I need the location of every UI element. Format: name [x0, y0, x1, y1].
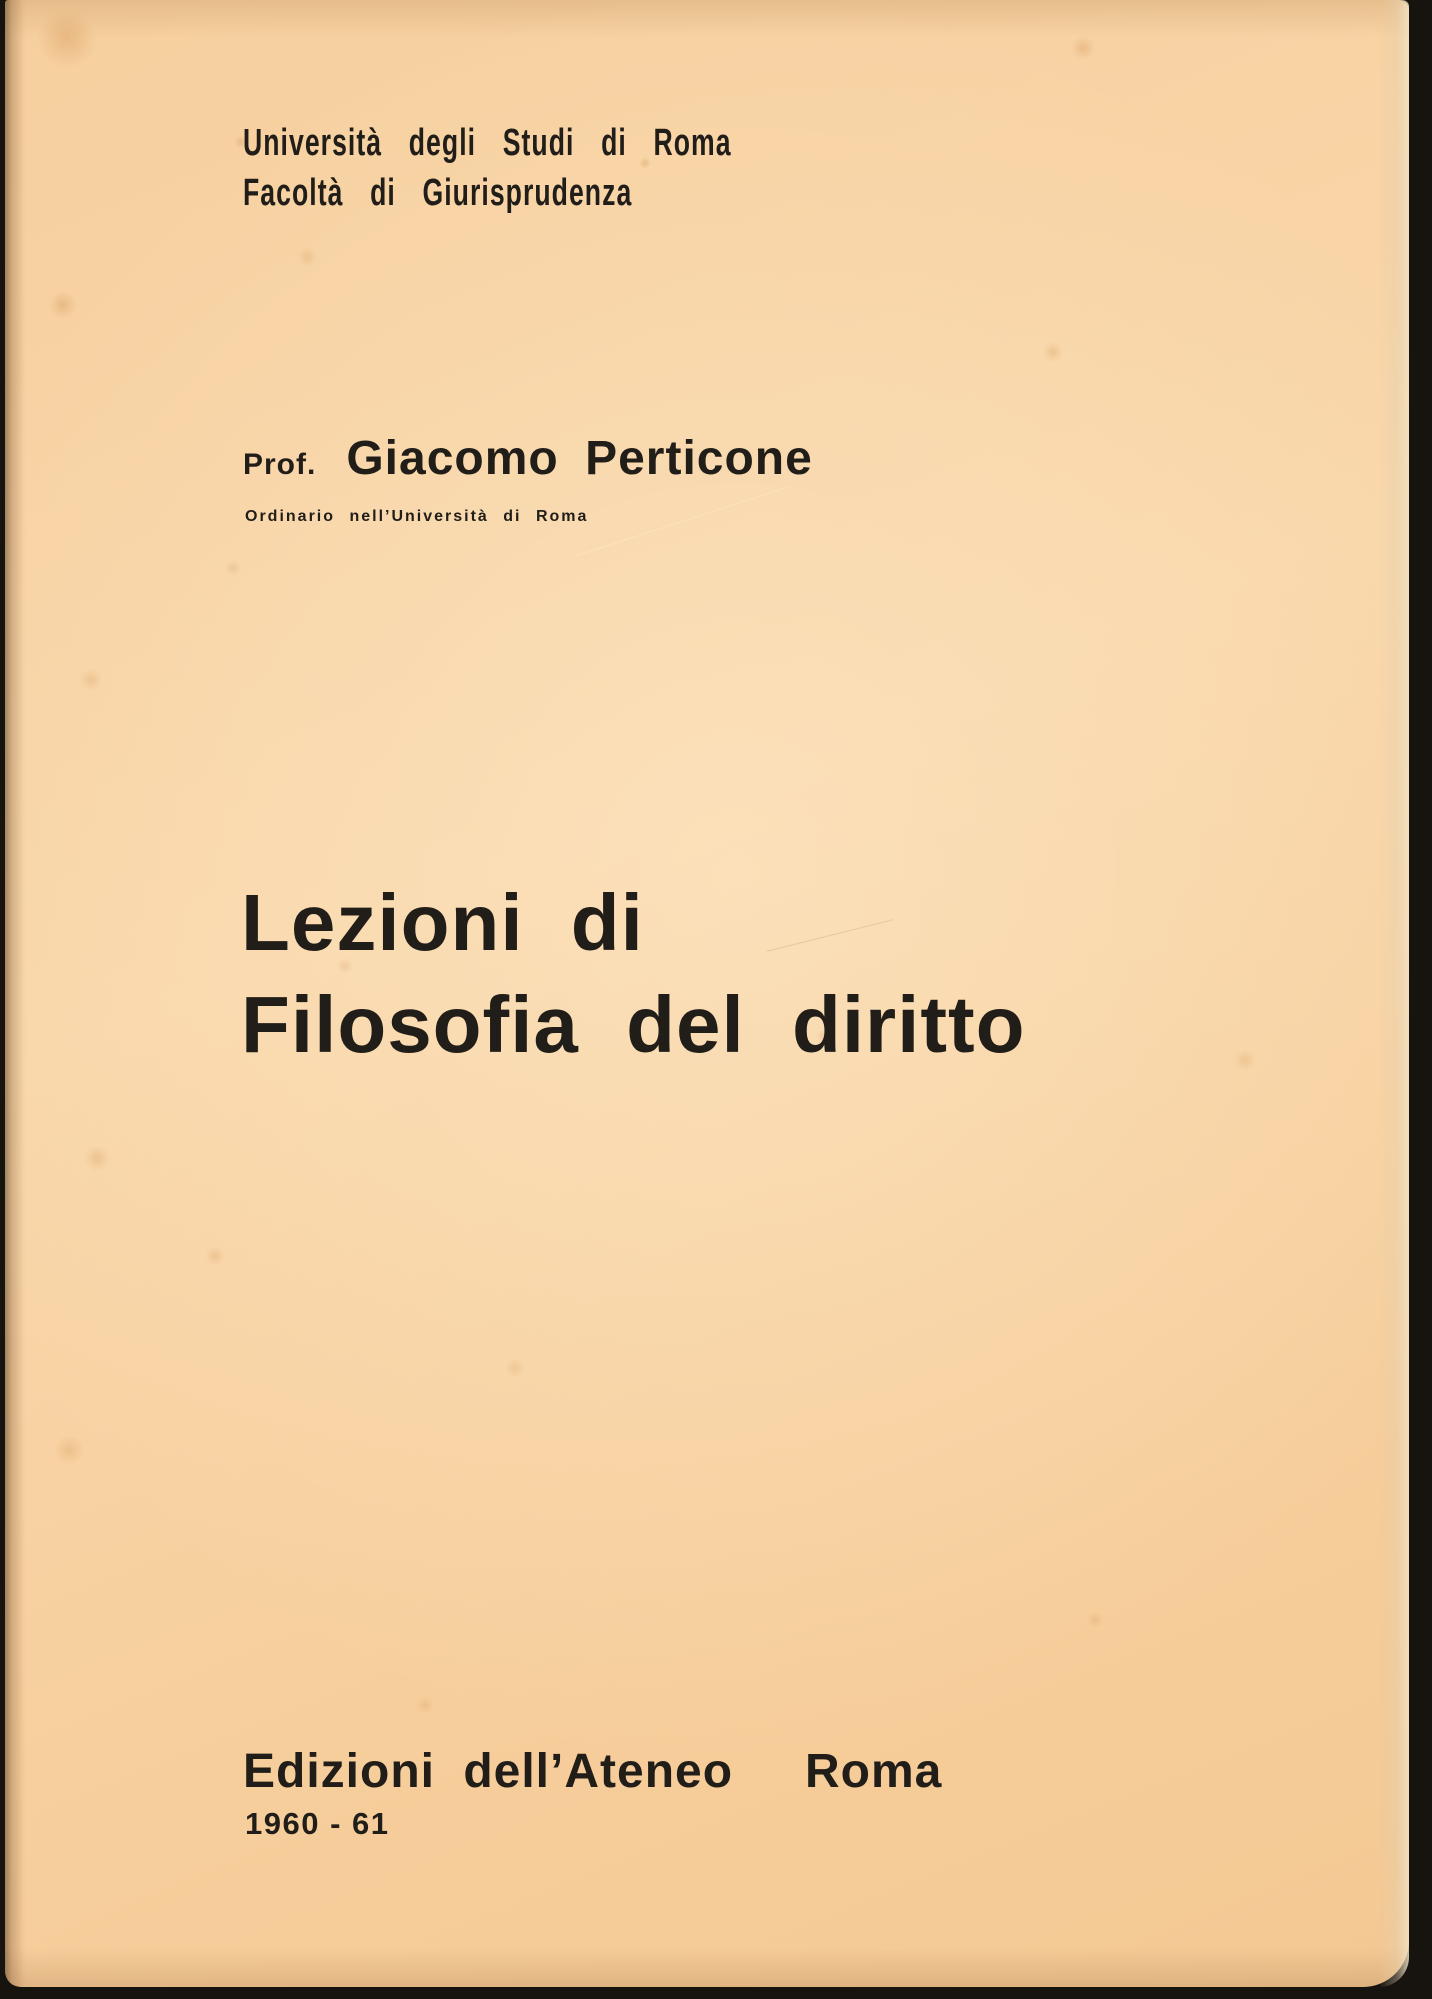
book-cover	[5, 0, 1409, 1987]
title-line2: Filosofia del diritto	[241, 980, 1026, 1069]
publisher-city: Roma	[805, 1745, 943, 1798]
author-role: Ordinario nell’Università di Roma	[245, 508, 589, 525]
spine-shadow	[5, 0, 23, 1987]
institution-block	[243, 118, 941, 218]
book-title	[241, 872, 1026, 1076]
page-edge-wear	[1379, 0, 1409, 1987]
author-name: Giacomo Perticone	[346, 432, 813, 485]
author-prefix: Prof.	[243, 448, 317, 481]
institution-line2: Facoltà di Giurisprudenza	[243, 172, 633, 214]
publication-year: 1960 - 61	[245, 1806, 390, 1841]
institution-line1: Università degli Studi di Roma	[243, 122, 732, 164]
imprint-block	[243, 1742, 943, 1802]
publisher-name: Edizioni dell’Ateneo	[243, 1745, 734, 1798]
title-line1: Lezioni di	[241, 878, 644, 967]
author-block	[243, 428, 813, 501]
